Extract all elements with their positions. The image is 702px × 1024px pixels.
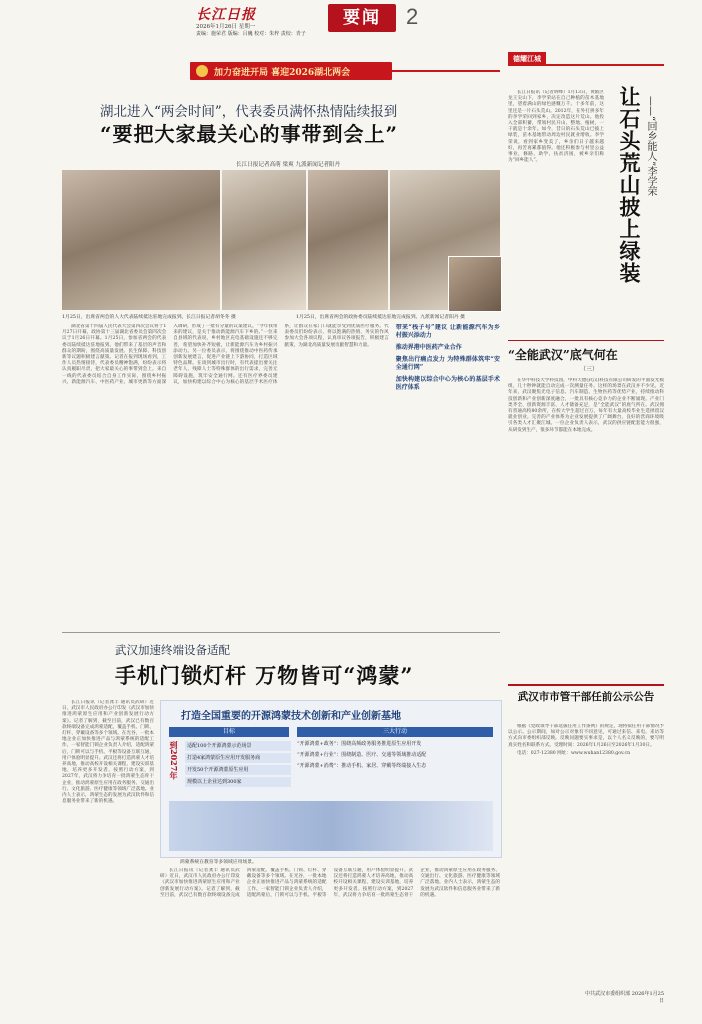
info-graphic bbox=[160, 700, 502, 858]
flag-icon bbox=[196, 65, 208, 77]
banner-decor bbox=[392, 70, 500, 72]
masthead bbox=[0, 0, 702, 42]
lead-body bbox=[62, 324, 500, 622]
side-vertical-subtitle: ——“回乡能人”李学荣 bbox=[645, 96, 656, 197]
editors-line: 责编：施荣君 版编：吕巍 校对：朱梓 责校：青子 bbox=[196, 31, 306, 37]
notice-box bbox=[508, 684, 664, 1014]
info-goal: 适配100个开源鸿蒙示范场景 bbox=[185, 741, 291, 751]
info-title: 打造全国重要的开源鸿蒙技术创新和产业创新基地 bbox=[181, 711, 401, 722]
second-kicker: 武汉加速终端设备适配 bbox=[115, 643, 230, 657]
info-goal: 打造4家鸿蒙原生应用开发服务商 bbox=[185, 753, 291, 763]
page-number: 2 bbox=[406, 4, 419, 29]
side-paragraph: 长江日报讯（记者明峰）1月13日，黄陂区龙王尖山下，李学荣站在自己种植的苗木基地里，望着满山的绿色感慨万千。十多年前，这里还是一片石头荒山。2012年，在外打拼多年的李学荣回到家乡，决定改造这片荒山。他投入全部积蓄，带领村民开山、整地、植树，一干就是十余年。如今，昔日的石头荒山已披上绿装，苗木基地带动周边村民就业增收。李学荣说，看到家乡变美了，乡亲们日子越来越好，再苦再累都值得。他还积极参与村里公益事业，修路、助学、扶贫济困，被乡亲们称为“回乡能人”。 bbox=[508, 90, 604, 164]
date-line: 2026年1月26日 星期一 bbox=[196, 24, 256, 30]
info-phone-graphic bbox=[169, 801, 493, 851]
info-goals bbox=[185, 741, 291, 787]
lead-photo-2 bbox=[222, 170, 306, 310]
lead-photo-1 bbox=[62, 170, 220, 310]
lead-subhead-1: 带来“栈子号”建议 让新能源汽车为乡村振兴添动力 bbox=[395, 324, 500, 339]
side-tag-rule bbox=[546, 64, 664, 66]
second-paragraph: 长江日报讯（记者龚丰 通讯员武研）近日，武汉市人民政府办公厅印发《武汉市加快推进鸿蒙原生应用和产业创新发展行动方案》。记者了解到，截至目前，武汉已有数百款终端设备完成鸿蒙适配，覆盖手机、门锁、灯杆、穿戴设备等多个领域。在光谷，一批本地企业正加快推进产品与鸿蒙系统的适配工作。一家智能门锁企业负责人介绍，适配鸿蒙后，门锁可以与手机、平板等设备互联互通，用户体验明显提升。武汉还将打造鸿蒙人才培养高地，推动高校开设相关课程，建设实训基地，培养更多开发者。按照行动方案，到2027年，武汉将力争培育一批鸿蒙生态骨干企业，推动鸿蒙原生应用在政务服务、交通出行、文化旅游、医疗健康等领域广泛落地。业内人士表示，鸿蒙生态的发展为武汉软件和信息服务业带来了新的机遇。 bbox=[62, 700, 154, 805]
lead-photo-caption-1: 1月25日，出席省两会的人大代表陆续抵达驻地完成报到。长江日报记者胡冬冬 摄 bbox=[62, 315, 236, 320]
notice-title: 武汉市市管干部任前公示公告 bbox=[517, 691, 655, 703]
info-goal: 开发50个开源鸿蒙原生应用 bbox=[185, 765, 291, 775]
lead-photo-caption-2: 1月25日，出席省两会的政协委员陆续抵达驻地完成报到。九派新闻记者阳丹 摄 bbox=[296, 315, 465, 320]
notice-phone: 电话：027-12380 网址：www.wuhan12380.gov.cn bbox=[517, 750, 631, 756]
lead-kicker: 湖北进入“两会时间”，代表委员满怀热情陆续报到 bbox=[100, 104, 398, 120]
side-vertical-title: 让石头荒山披上绿装 bbox=[617, 86, 642, 284]
side-paragraph-2: 在华中科技大学科技园，中科天德(武汉)科技有限公司研发的平面发光模组，几十秒钟就能自动完成一次测量任务。这样的场景在武汉并不少见。近年来，武汉聚焦光电子信息、汽车制造、生物医药等优势产业，持续推动科技创新和产业创新深度融合，一批具有核心竞争力的企业不断涌现。产业门类齐全、创新资源丰富、人才储备充足，是“全能武汉”的底气所在。武汉拥有普通高校80余所，在校大学生超过百万，每年有大量高校毕业生选择留汉就业创业。完善的产业体系为企业发展提供了广阔舞台，良好的营商环境吸引各类人才汇聚江城。一位企业负责人表示，武汉的供应链配套能力很强，从研发到生产，很多环节都能在本地完成。 bbox=[508, 378, 664, 433]
lead-byline: 长江日报记者高萌 梁爽 九派新闻记者阳丹 bbox=[236, 162, 341, 168]
side-body bbox=[508, 90, 604, 330]
lead-subhead-2: 推动界港中医药产业合作 bbox=[395, 344, 462, 351]
side-headline-2: “全能武汉”底气何在 bbox=[508, 348, 618, 362]
info-actions bbox=[297, 741, 493, 770]
second-body bbox=[62, 700, 154, 1000]
lead-photo-3 bbox=[308, 170, 388, 310]
info-actions-label: 三大行动 bbox=[297, 727, 493, 737]
notice-body bbox=[508, 724, 664, 980]
masthead-logo: 长江日报 bbox=[196, 7, 256, 23]
second-body-cols bbox=[160, 868, 500, 1008]
section-tab bbox=[328, 4, 396, 32]
lead-subhead-4: 加快构建以综合中心为核心的基层手术医疗体系 bbox=[395, 376, 500, 391]
info-action: “开源鸿蒙+行业”：围绕制造、医疗、交通等领域推动适配 bbox=[297, 752, 427, 758]
second-photo-caption: 鸿蒙系统在教育等多领域应用场景。 bbox=[180, 860, 257, 865]
second-headline: 手机门锁灯杆 万物皆可“鸿蒙” bbox=[115, 663, 414, 688]
notice-rule-top bbox=[508, 684, 664, 686]
info-year: 到2027年 bbox=[169, 741, 179, 780]
side-headline-2-sub: （三） bbox=[580, 366, 599, 373]
banner bbox=[190, 62, 392, 80]
notice-footer: 中共武汉市委组织部 2026年1月25日 bbox=[585, 991, 664, 1004]
lead-headline: “要把大家最关心的事带到会上” bbox=[100, 122, 399, 146]
side-divider bbox=[508, 340, 664, 341]
side-tag-text: 德耀江城 bbox=[513, 54, 541, 63]
info-action: “开源鸿蒙+消费”：推动手机、家居、穿戴等终端接入生态 bbox=[297, 763, 427, 769]
section-title: 要闻 bbox=[343, 8, 381, 28]
section-divider bbox=[62, 632, 500, 633]
notice-paragraph: 根据《党政领导干部选拔任用工作条例》的规定，现将拟任用干部情况予以公示。公示期间，如对公示对象有不同意见，可通过来信、来电、来访等方式向市委组织部反映。反映问题要实事求是，以个人名义反映的，要写明真实姓名和联系方式。受理时间：2026年1月26日至2026年1月30日。 bbox=[508, 724, 664, 748]
info-goal: 规模以上企业达到300家 bbox=[185, 777, 291, 787]
info-action: “开源鸿蒙+政务”：围绕高频政务服务推进原生应用开发 bbox=[297, 741, 422, 747]
banner-text: 加力奋进开局 喜迎2026湖北两会 bbox=[214, 68, 351, 78]
info-target-label: 目标 bbox=[169, 727, 289, 737]
lead-subhead-3: 聚焦出行痛点发力 为特殊群体筑牢“安全通行网” bbox=[395, 356, 500, 371]
lead-paragraph: 湖北省第十四届人民代表大会第四次会议将于1月27日开幕，政协第十三届湖北省委员会第四次会议于1月26日开幕。1月25日，参加省两会的代表委员陆续抵达驻地报到。他们带来了基层的声音和群众的期盼，围绕高质量发展、民生保障、科技创新等议题积极建言献策。记者在报到现场看到，工作人员热情接待，代表委员精神饱满，纷纷表示将认真履职尽责，把大家最关心的事带到会上。来自一线的代表委员结合自身工作实际，围绕乡村振兴、新能源汽车、中医药产业、城市更新等方面深入调研，形成了一批有分量的议案建议。“今年我带来的建议，是关于推动新能源汽车下乡的。”一位来自县域的代表说，乡村地区充电基础设施还不够完善，希望加快补齐短板，让新能源汽车为乡村振兴添动力。另一位委员表示，将围绕推动中医药传承创新发展建言，促进产业链上下游协同，打造区域特色品牌。在谈到城市出行时，有代表提出要关注老年人、残障人士等特殊群体的出行需求，完善无障碍设施，筑牢安全通行网。还有医疗界委员建议，加快构建以综合中心为核心的基层手术医疗体系，让群众在家门口就能享受到优质医疗服务。代表委员们纷纷表示，将以饱满的热情、务实的作风参加大会各项议程，认真审议各项报告，积极建言献策，为湖北高质量发展贡献智慧和力量。 bbox=[62, 324, 389, 385]
second-paragraph-cont: 长江日报讯（记者龚丰 通讯员武研）近日，武汉市人民政府办公厅印发《武汉市加快推进鸿蒙原生应用和产业创新发展行动方案》。记者了解到，截至目前，武汉已有数百款终端设备完成鸿蒙适配，覆盖手机、门锁、灯杆、穿戴设备等多个领域。在光谷，一批本地企业正加快推进产品与鸿蒙系统的适配工作。一家智能门锁企业负责人介绍，适配鸿蒙后，门锁可以与手机、平板等设备互联互通，用户体验明显提升。武汉还将打造鸿蒙人才培养高地，推动高校开设相关课程，建设实训基地，培养更多开发者。按照行动方案，到2027年，武汉将力争培育一批鸿蒙生态骨干企业，推动鸿蒙原生应用在政务服务、交通出行、文化旅游、医疗健康等领域广泛落地。业内人士表示，鸿蒙生态的发展为武汉软件和信息服务业带来了新的机遇。 bbox=[160, 868, 500, 898]
lead-inset-photo bbox=[448, 256, 502, 312]
side-tag bbox=[508, 52, 546, 66]
side-body-2 bbox=[508, 378, 664, 630]
